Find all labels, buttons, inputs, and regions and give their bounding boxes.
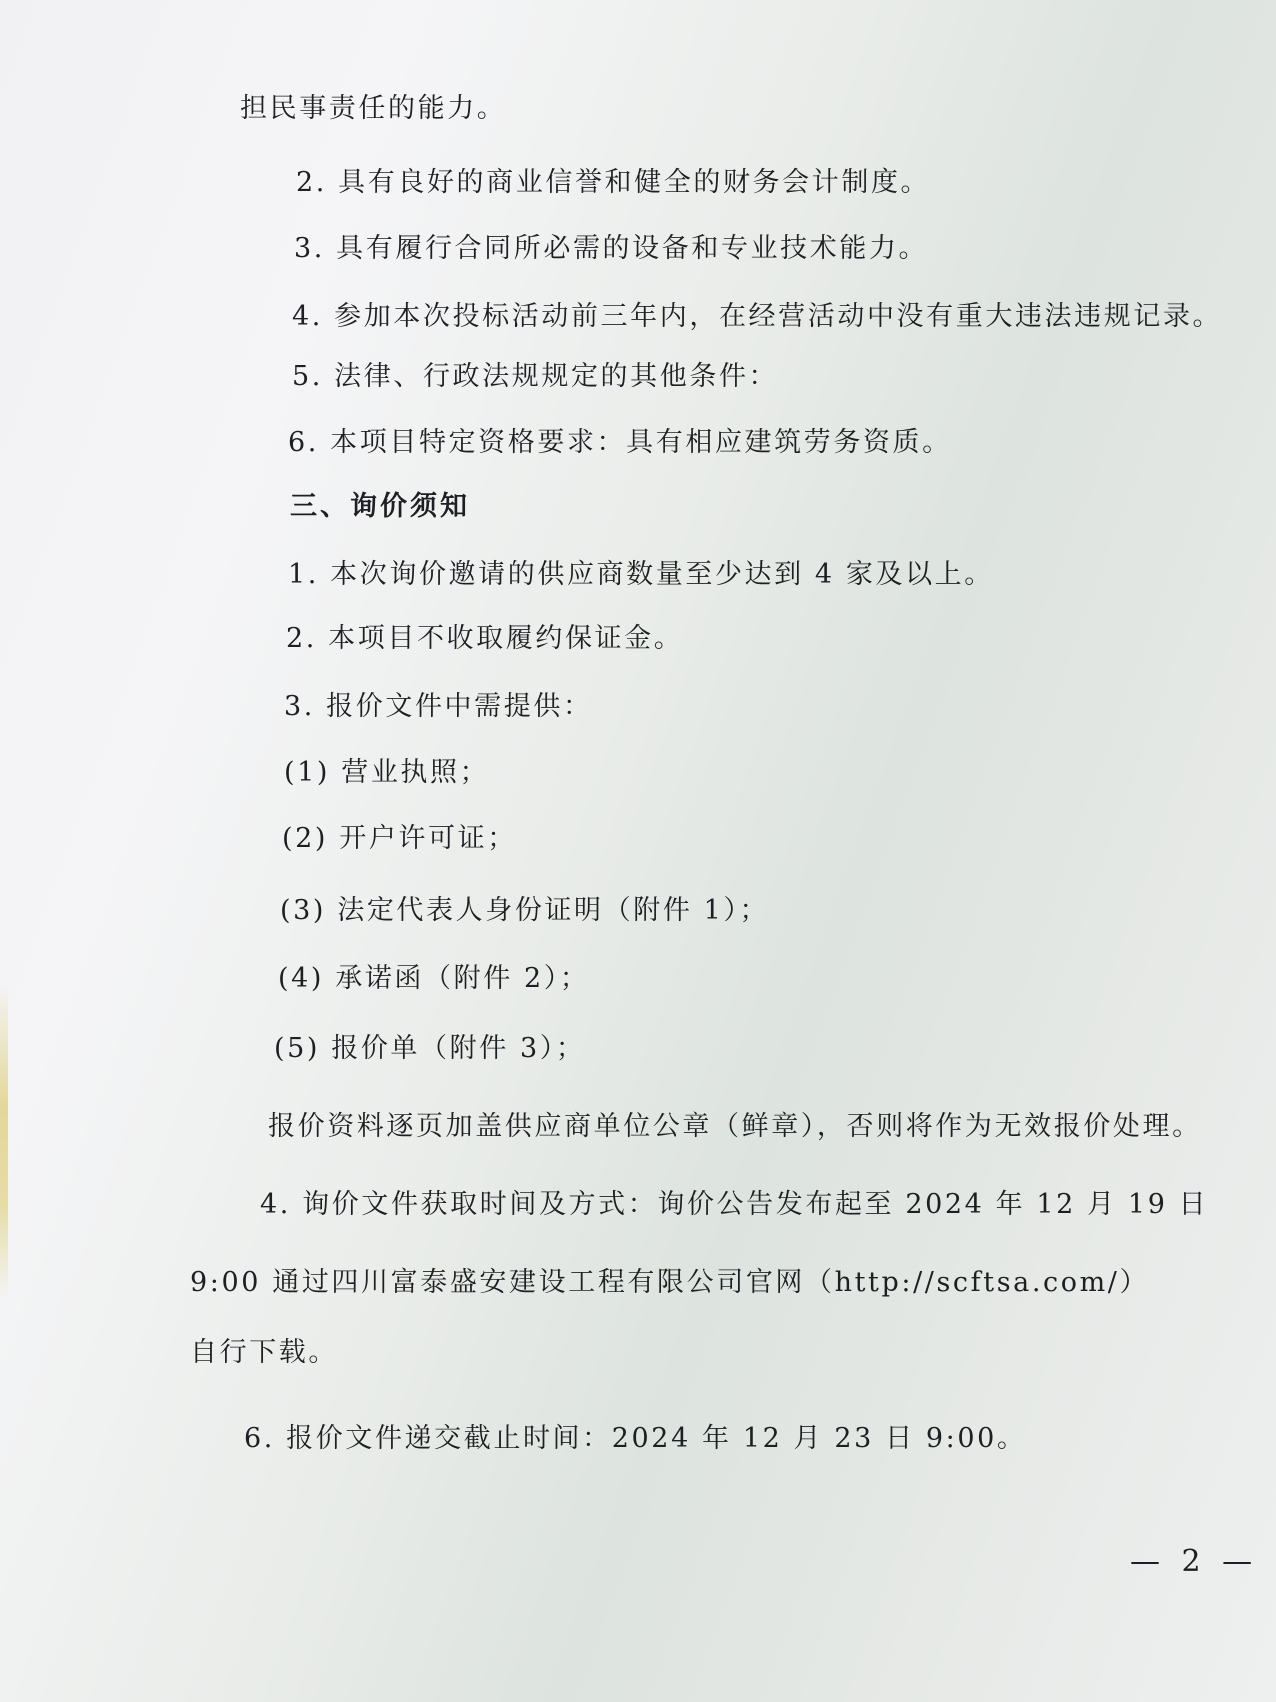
text-line-1: 担民事责任的能力。 — [240, 93, 507, 124]
text-line-2: 2. 具有良好的商业信誉和健全的财务会计制度。 — [296, 167, 931, 198]
text-line-9: 2. 本项目不收取履约保证金。 — [286, 623, 684, 654]
text-line-10: 3. 报价文件中需提供： — [284, 691, 593, 722]
text-line-19: 自行下载。 — [190, 1337, 338, 1368]
text-line-4: 4. 参加本次投标活动前三年内，在经营活动中没有重大违法违规记录。 — [292, 301, 1223, 332]
text-line-5: 5. 法律、行政法规规定的其他条件： — [292, 361, 779, 392]
text-line-17: 4. 询价文件获取时间及方式：询价公告发布起至 2024 年 12 月 19 日 — [260, 1189, 1209, 1220]
text-line-3: 3. 具有履行合同所必需的设备和专业技术能力。 — [294, 233, 929, 264]
text-line-14: (4) 承诺函（附件 2）； — [278, 963, 590, 994]
text-line-16: 报价资料逐页加盖供应商单位公章（鲜章），否则将作为无效报价处理。 — [268, 1111, 1202, 1142]
text-line-13: (3) 法定代表人身份证明（附件 1）； — [280, 895, 770, 926]
paper-edge — [0, 980, 8, 1300]
page-number: — 2 — — [1130, 1544, 1259, 1579]
text-line-11: (1) 营业执照； — [284, 757, 490, 788]
text-line-6: 6. 本项目特定资格要求：具有相应建筑劳务资质。 — [288, 427, 952, 458]
text-line-20: 6. 报价文件递交截止时间：2024 年 12 月 23 日 9:00。 — [244, 1423, 1027, 1454]
text-line-12: (2) 开户许可证； — [282, 823, 517, 854]
text-line-15: (5) 报价单（附件 3）； — [274, 1033, 586, 1064]
text-line-18: 9:00 通过四川富泰盛安建设工程有限公司官网（http://scftsa.com/） — [190, 1267, 1150, 1298]
text-line-8: 1. 本次询价邀请的供应商数量至少达到 4 家及以上。 — [288, 559, 994, 590]
section-heading: 三、询价须知 — [290, 491, 470, 522]
